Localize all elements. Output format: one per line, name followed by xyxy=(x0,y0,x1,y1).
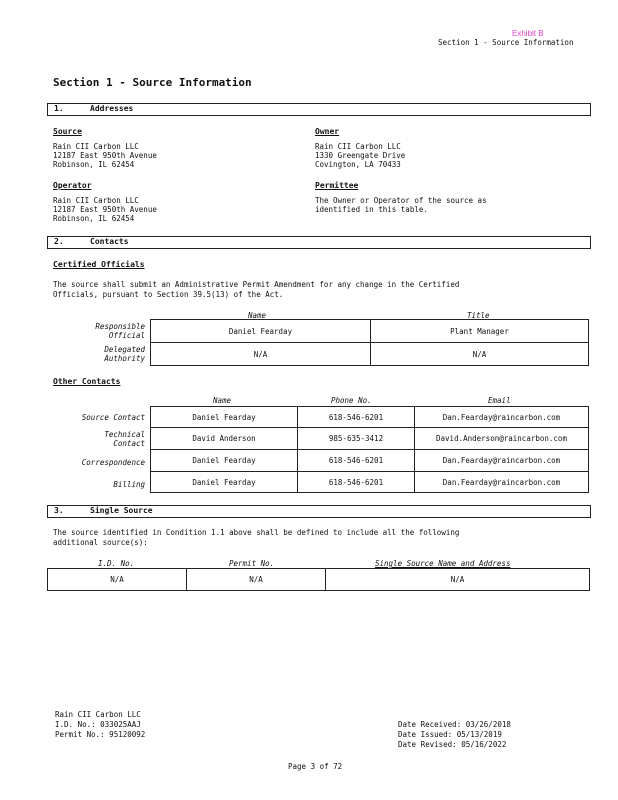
footer-line: Rain CII Carbon LLC xyxy=(55,710,141,719)
table-cell: Dan.Fearday@raincarbon.com xyxy=(415,450,589,472)
col-header-id: I.D. No. xyxy=(98,559,135,568)
owner-heading: Owner xyxy=(315,127,340,136)
permittee-line: identified in this table. xyxy=(315,205,428,214)
row-label-line: Responsible xyxy=(95,322,145,331)
table-cell: David Anderson xyxy=(151,428,298,450)
running-header: Section 1 - Source Information xyxy=(438,38,574,47)
address-line: 12187 East 950th Avenue xyxy=(53,151,157,160)
table-row xyxy=(151,407,589,428)
section-bar-single-source xyxy=(47,505,591,518)
footer-right xyxy=(398,720,511,750)
col-header-email: Email xyxy=(488,396,511,405)
row-label-delegated xyxy=(60,345,145,363)
row-label-line: Correspondence xyxy=(81,458,145,467)
row-label-billing xyxy=(55,480,145,489)
owner-address xyxy=(315,142,405,169)
permittee-line: The Owner or Operator of the source as xyxy=(315,196,487,205)
single-source-paragraph xyxy=(53,528,459,548)
table-cell: 985-635-3412 xyxy=(298,428,415,450)
footer-line: I.D. No.: 033025AAJ xyxy=(55,720,141,729)
section-number: 3. xyxy=(54,506,64,515)
table-cell: N/A xyxy=(151,343,371,366)
exhibit-label: Exhibit B xyxy=(512,29,544,38)
page-number: Page 3 of 72 xyxy=(288,762,343,771)
address-line: Covington, LA 70433 xyxy=(315,160,401,169)
table-cell: 618-546-6201 xyxy=(298,450,415,472)
table-cell: 618-546-6201 xyxy=(298,472,415,493)
certified-paragraph xyxy=(53,280,459,300)
section-label: Single Source xyxy=(90,506,153,515)
table-row xyxy=(48,569,590,591)
row-label-line: Technical xyxy=(104,430,145,439)
col-header-title: Title xyxy=(467,311,490,320)
address-line: 1330 Greengate Drive xyxy=(315,151,406,160)
address-line: 12187 East 950th Avenue xyxy=(53,205,157,214)
certified-officials-table xyxy=(150,319,589,366)
address-line: Robinson, IL 62454 xyxy=(53,160,135,169)
operator-heading: Operator xyxy=(53,181,92,190)
table-cell: Dan.Fearday@raincarbon.com xyxy=(415,407,589,428)
section-label: Addresses xyxy=(90,104,134,113)
col-header-name: Name xyxy=(248,311,267,320)
section-label: Contacts xyxy=(90,237,129,246)
section-number: 2. xyxy=(54,237,64,246)
table-cell: Daniel Fearday xyxy=(151,450,298,472)
single-source-table xyxy=(47,568,590,591)
table-cell: Plant Manager xyxy=(371,320,589,343)
table-cell: Daniel Fearday xyxy=(151,320,371,343)
footer-line: Permit No.: 95120092 xyxy=(55,730,146,739)
source-heading: Source xyxy=(53,127,82,136)
table-row xyxy=(151,472,589,493)
row-label-responsible xyxy=(60,322,145,340)
section-bar-contacts xyxy=(47,236,591,249)
paragraph-line: Officials, pursuant to Section 39.5(13) of the Act. xyxy=(53,290,284,299)
row-label-source-contact xyxy=(55,413,145,422)
other-contacts-heading: Other Contacts xyxy=(53,377,121,386)
row-label-line: Source Contact xyxy=(81,413,145,422)
table-cell: Daniel Fearday xyxy=(151,472,298,493)
source-address xyxy=(53,142,157,169)
certified-officials-heading: Certified Officials xyxy=(53,260,145,269)
operator-address xyxy=(53,196,157,223)
table-cell: N/A xyxy=(48,569,187,591)
address-line: Rain CII Carbon LLC xyxy=(315,142,401,151)
row-label-line: Contact xyxy=(113,439,145,448)
other-contacts-table xyxy=(150,406,589,493)
footer-line: Date Issued: 05/13/2019 xyxy=(398,730,502,739)
row-label-correspondence xyxy=(55,458,145,467)
row-label-line: Billing xyxy=(113,480,145,489)
address-line: Rain CII Carbon LLC xyxy=(53,196,139,205)
footer-left xyxy=(55,710,145,740)
col-header-permit: Permit No. xyxy=(229,559,275,568)
permittee-text xyxy=(315,196,487,214)
page-title: Section 1 - Source Information xyxy=(53,76,252,89)
paragraph-line: additional source(s): xyxy=(53,538,148,547)
col-header-name: Name xyxy=(213,396,232,405)
footer-line: Date Received: 03/26/2018 xyxy=(398,720,511,729)
table-cell: David.Anderson@raincarbon.com xyxy=(415,428,589,450)
table-row xyxy=(151,320,589,343)
address-line: Rain CII Carbon LLC xyxy=(53,142,139,151)
row-label-technical-contact xyxy=(55,430,145,448)
row-label-line: Official xyxy=(108,331,145,340)
col-header-source-name: Single Source Name and Address xyxy=(375,559,511,568)
permittee-heading: Permittee xyxy=(315,181,359,190)
table-cell: Dan.Fearday@raincarbon.com xyxy=(415,472,589,493)
table-cell: N/A xyxy=(326,569,590,591)
section-number: 1. xyxy=(54,104,64,113)
col-header-phone: Phone No. xyxy=(331,396,372,405)
paragraph-line: The source identified in Condition 1.1 above shall be defined to include all the following xyxy=(53,528,460,537)
table-cell: 618-546-6201 xyxy=(298,407,415,428)
table-cell: Daniel Fearday xyxy=(151,407,298,428)
footer-line: Date Revised: 05/16/2022 xyxy=(398,740,507,749)
row-label-line: Delegated xyxy=(104,345,145,354)
row-label-line: Authority xyxy=(104,354,145,363)
section-bar-addresses xyxy=(47,103,591,116)
paragraph-line: The source shall submit an Administrative Permit Amendment for any change in the Certified xyxy=(53,280,460,289)
table-cell: N/A xyxy=(371,343,589,366)
table-cell: N/A xyxy=(187,569,326,591)
address-line: Robinson, IL 62454 xyxy=(53,214,135,223)
table-row xyxy=(151,428,589,450)
table-row xyxy=(151,450,589,472)
table-row xyxy=(151,343,589,366)
